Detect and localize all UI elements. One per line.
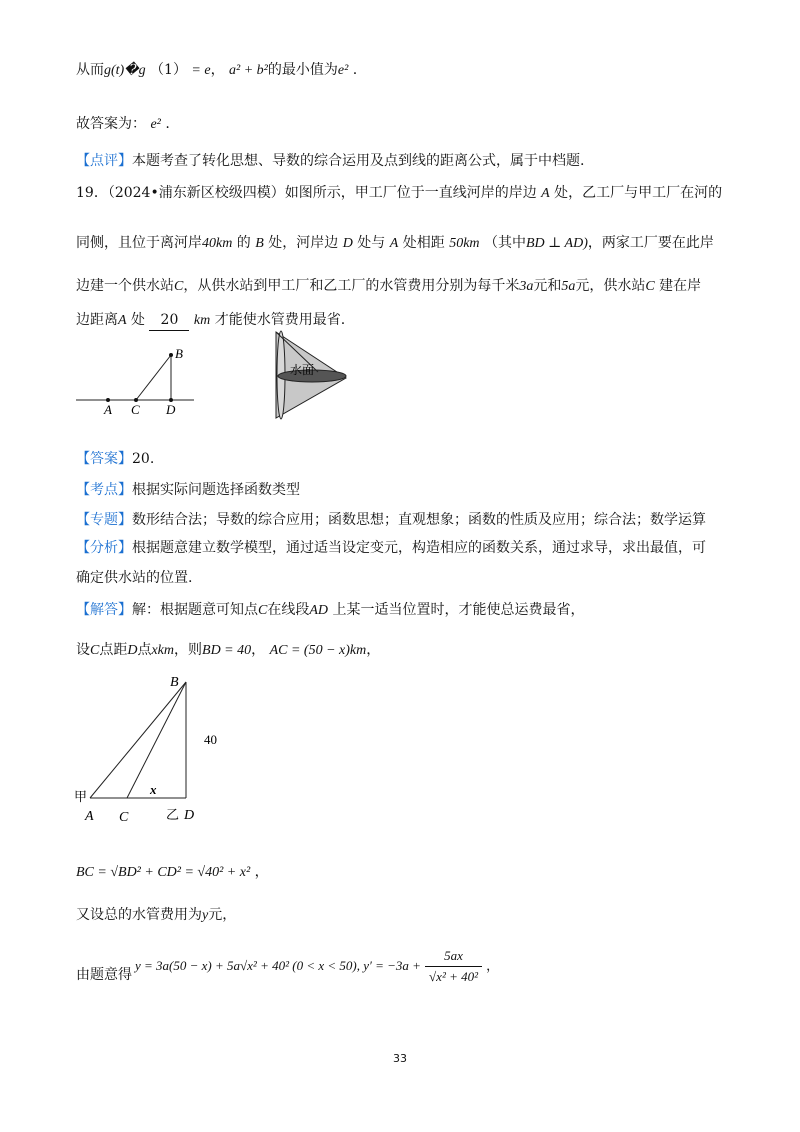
derivative-fraction xyxy=(425,946,482,987)
text: 处与 xyxy=(357,235,386,251)
text: 处，河岸边 xyxy=(268,235,339,251)
math: = e xyxy=(191,63,211,78)
zhuanti-line xyxy=(76,510,706,530)
math: km xyxy=(193,313,211,328)
label-40: 40 xyxy=(204,732,217,747)
math: 3a xyxy=(519,279,534,294)
review-line xyxy=(76,151,584,171)
text: 才能使水管费用最省. xyxy=(214,312,346,328)
math: BD = 40 xyxy=(202,643,252,658)
label-c: C xyxy=(131,402,140,417)
fenxi-text: 根据题意建立数学模型，通过适当设定变元，构造相应的函数关系，通过求导，求出最值，可 xyxy=(132,540,706,556)
math: C xyxy=(645,279,655,294)
kaodian-tag: 【考点】 xyxy=(76,482,132,498)
fenxi-text: 确定供水站的位置. xyxy=(76,570,193,586)
text: 处，乙工厂与甲工厂在河的 xyxy=(554,185,723,201)
math: a² + b² xyxy=(229,63,268,78)
equation-prefix xyxy=(76,965,132,985)
text: （1） xyxy=(150,62,187,78)
text: 的最小值为 xyxy=(267,62,338,78)
text: 解：根据题意可知点 xyxy=(132,602,258,618)
text: ，则 xyxy=(174,642,203,658)
jieda-tag: 【解答】 xyxy=(76,602,132,618)
math: AC = (50 − x)km xyxy=(269,643,367,658)
label-b: B xyxy=(170,675,179,690)
text: 如图所示，甲工厂位于一直线河岸的岸边 xyxy=(284,185,537,201)
text: 的 xyxy=(236,235,251,251)
math: D xyxy=(342,236,353,251)
cost-line xyxy=(76,905,236,926)
equation-main: y = 3a(50 − x) + 5a√x² + 40² (0 < x < 50), y′ = −3a + xyxy=(135,958,421,973)
text: 处相距 xyxy=(402,235,445,251)
question-number: 19．（2024•浦东新区校级四模） xyxy=(76,185,285,201)
question-line xyxy=(76,310,345,331)
math: B xyxy=(255,236,264,251)
text: ， xyxy=(251,642,266,658)
text: 同侧，且位于离河岸 xyxy=(76,235,202,251)
text: 边建一个供水站 xyxy=(76,278,174,294)
fenxi-tag: 【分析】 xyxy=(76,540,132,556)
fraction-denominator: √x² + 40² xyxy=(429,969,479,984)
text: 从而 xyxy=(76,62,104,78)
text: 元和 xyxy=(533,278,562,294)
river-diagram xyxy=(70,340,210,420)
answer-tag: 【答案】 xyxy=(76,451,132,467)
fenxi-line-2 xyxy=(76,568,192,588)
text: 点距 xyxy=(99,642,128,658)
math: xkm xyxy=(151,643,175,658)
label-jia: 甲 xyxy=(74,789,88,804)
answer-line xyxy=(76,449,154,469)
label-d: D xyxy=(166,402,176,417)
text: 建在岸 xyxy=(659,278,702,294)
math: e² xyxy=(337,63,349,78)
text: 在线段 xyxy=(267,602,310,618)
fraction-numerator: 5ax xyxy=(425,946,482,967)
text: （其中 xyxy=(483,235,526,251)
side-cb xyxy=(127,682,186,798)
math: A xyxy=(118,313,127,328)
text: 上某一适当位置时，才能使总运费最省， xyxy=(332,602,585,618)
text: 设 xyxy=(76,642,90,658)
setup-line xyxy=(76,640,380,661)
jieda-line xyxy=(76,600,584,621)
side-ab xyxy=(90,682,186,798)
text: 又设总的水管费用为 xyxy=(76,907,202,923)
text: ，从供水站到甲工厂和乙工厂的水管费用分别为每千米 xyxy=(183,278,520,294)
text: ， xyxy=(486,959,500,974)
math: C xyxy=(90,643,100,658)
label-b: B xyxy=(175,346,183,361)
page-number: 33 xyxy=(393,1052,407,1065)
fenxi-line xyxy=(76,538,706,558)
text: 由题意得 xyxy=(76,967,132,983)
bc-formula: BC = √BD² + CD² = √40² + x² xyxy=(76,865,251,880)
text-line xyxy=(76,114,170,135)
math: BD ⊥ AD) xyxy=(525,236,588,251)
bc-formula-line xyxy=(76,862,269,883)
solution-triangle xyxy=(70,668,230,830)
math: C xyxy=(174,279,184,294)
label-c: C xyxy=(119,810,129,825)
label-a: A xyxy=(85,809,94,824)
text: ，两家工厂要在此岸 xyxy=(587,235,714,251)
question-line xyxy=(76,233,714,254)
math: y xyxy=(202,908,209,923)
label-a: A xyxy=(104,402,112,417)
math: A xyxy=(389,236,399,251)
water-label: 水面 xyxy=(290,363,315,377)
review-text: 本题考查了转化思想、导数的综合运用及点到线的距离公式，属于中档题. xyxy=(132,153,585,169)
segment-cb xyxy=(136,355,171,400)
text-line xyxy=(76,60,357,81)
math: AD xyxy=(309,603,329,618)
text: . xyxy=(165,116,170,132)
cone-figure xyxy=(268,330,358,422)
text: ， xyxy=(366,642,381,658)
kaodian-line xyxy=(76,480,300,500)
math: D xyxy=(127,643,138,658)
text: 处 xyxy=(131,312,146,328)
text: 故答案为： xyxy=(76,116,146,132)
question-line xyxy=(76,276,701,297)
label-x: x xyxy=(150,782,157,797)
text: ， xyxy=(254,864,269,880)
text: 元， xyxy=(208,907,237,923)
label-d: D xyxy=(184,808,195,823)
answer-text: 20. xyxy=(132,451,155,467)
answer-blank: 20 xyxy=(149,310,189,331)
zhuanti-tag: 【专题】 xyxy=(76,512,132,528)
text: ， xyxy=(210,62,225,78)
review-tag: 【点评】 xyxy=(76,153,132,169)
text: . xyxy=(352,62,358,78)
zhuanti-text: 数形结合法；导数的综合应用；函数思想；直观想象；函数的性质及应用；综合法；数学运算 xyxy=(132,512,706,528)
text: 边距离 xyxy=(76,312,118,328)
math: e² xyxy=(150,117,161,132)
question-line xyxy=(76,183,722,204)
point-b xyxy=(169,353,173,357)
equation-line xyxy=(135,946,499,987)
math: 5a xyxy=(561,279,576,294)
math: C xyxy=(258,603,268,618)
math: 40km xyxy=(202,236,233,251)
math: g(t)�g xyxy=(104,63,146,78)
math: 50km xyxy=(449,236,480,251)
kaodian-text: 根据实际问题选择函数类型 xyxy=(132,482,300,498)
label-yi: 乙 xyxy=(166,807,180,822)
text: 元，供水站 xyxy=(575,278,646,294)
math: A xyxy=(541,186,550,201)
text: 点 xyxy=(137,642,152,658)
